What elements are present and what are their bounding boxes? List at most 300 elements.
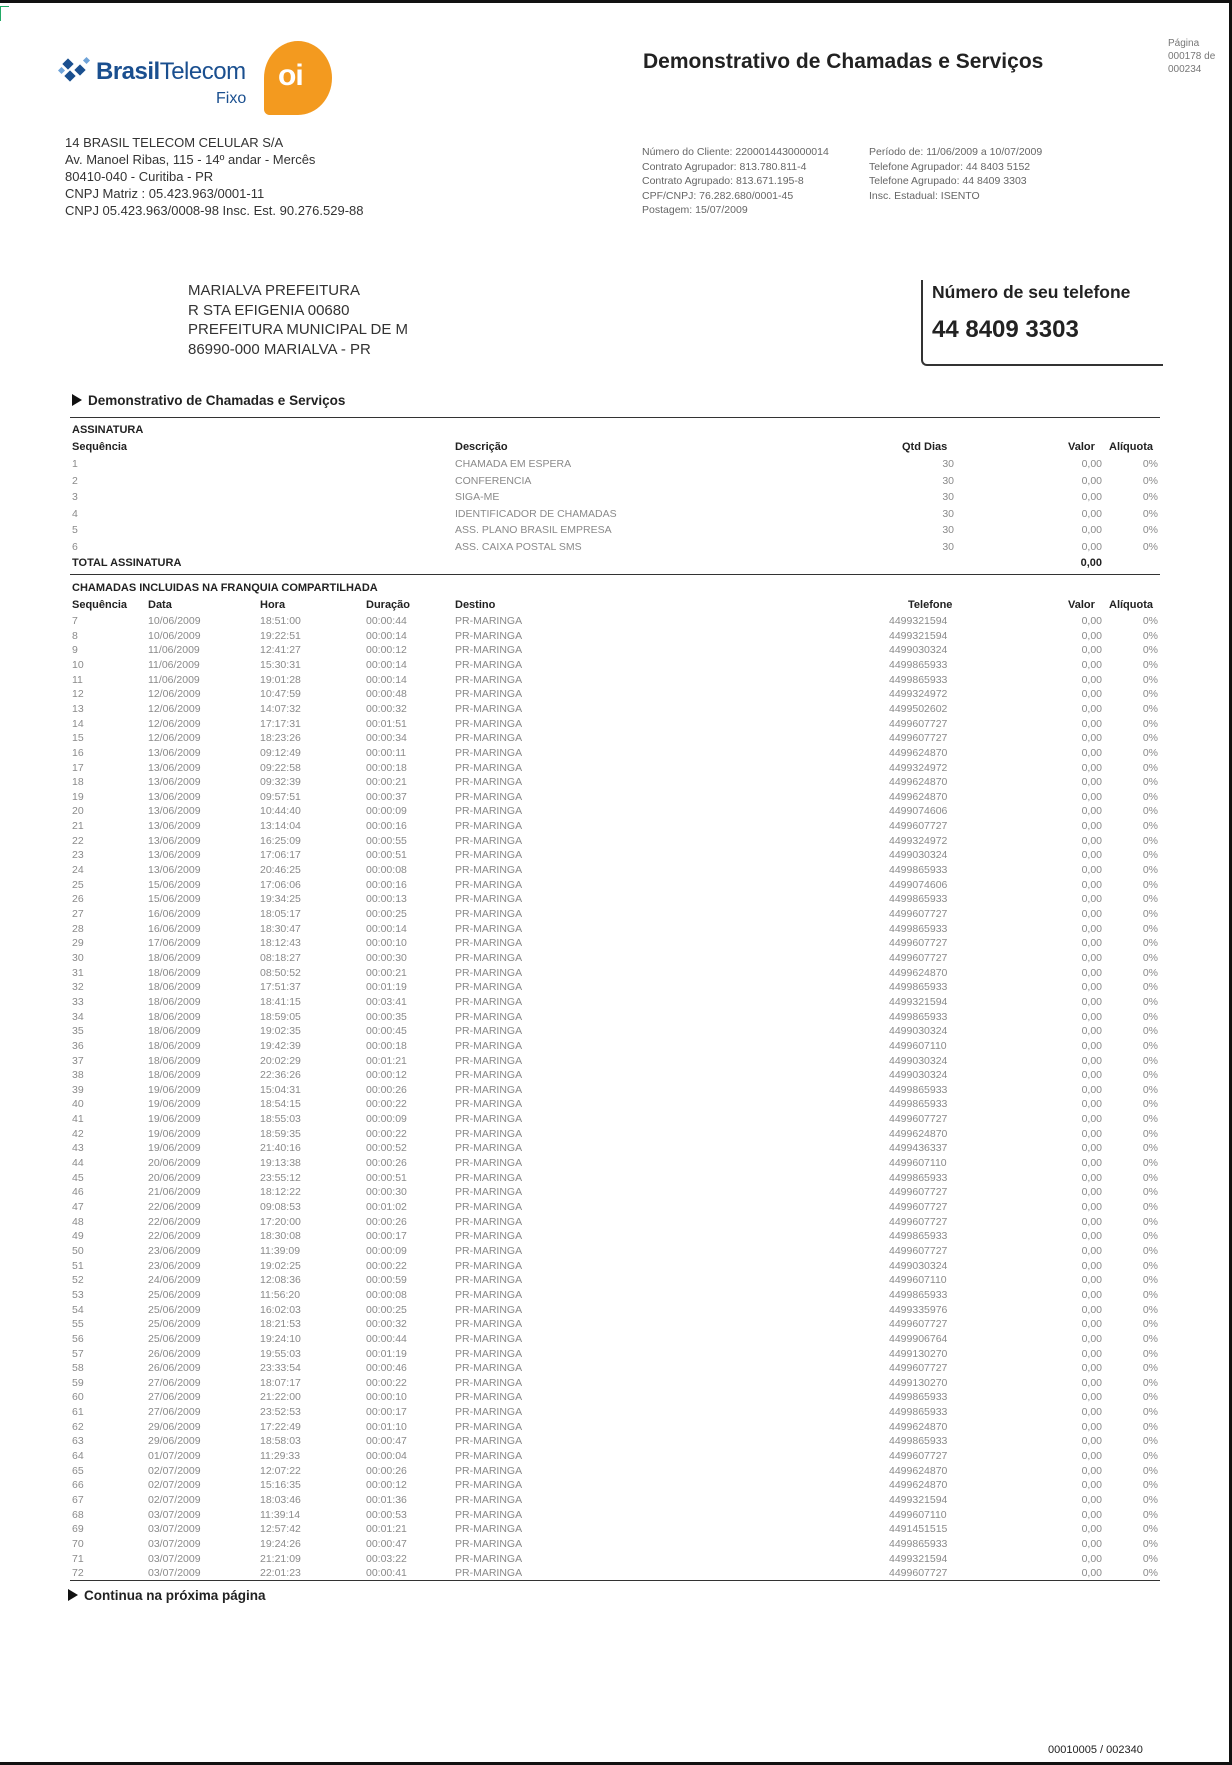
table-row xyxy=(0,761,1232,776)
cell-seq: 54 xyxy=(72,1303,84,1316)
cell-hora: 12:08:36 xyxy=(260,1274,301,1287)
cell-telefone: 4499607727 xyxy=(889,1362,948,1375)
cell-valor: 0,00 xyxy=(1081,1362,1102,1375)
cell-destino: PR-MARINGA xyxy=(455,1450,523,1463)
table-row xyxy=(0,658,1232,673)
cell-telefone: 4499607727 xyxy=(889,1318,948,1331)
cell-aliquota: 0% xyxy=(1142,922,1158,935)
cell-valor: 0,00 xyxy=(1081,491,1102,504)
cell-destino: PR-MARINGA xyxy=(455,966,523,979)
table-row xyxy=(0,1039,1232,1054)
cell-destino: PR-MARINGA xyxy=(455,688,523,701)
cell-duracao: 00:00:22 xyxy=(366,1098,407,1111)
cell-destino: PR-MARINGA xyxy=(455,644,523,657)
cell-duracao: 00:00:12 xyxy=(366,644,407,657)
cell-aliquota: 0% xyxy=(1142,1479,1158,1492)
cell-telefone: 4491451515 xyxy=(889,1523,948,1536)
cell-destino: PR-MARINGA xyxy=(455,1479,523,1492)
cell-data: 03/07/2009 xyxy=(148,1552,201,1565)
cell-duracao: 00:01:02 xyxy=(366,1201,407,1213)
table-row xyxy=(0,966,1232,981)
table-row xyxy=(0,522,1232,539)
cell-destino: PR-MARINGA xyxy=(455,1303,523,1316)
cell-data: 20/06/2009 xyxy=(148,1171,201,1184)
cell-aliquota: 0% xyxy=(1142,849,1158,862)
cell-aliquota: 0% xyxy=(1142,732,1158,745)
cell-seq: 12 xyxy=(72,688,84,701)
cell-hora: 12:57:42 xyxy=(260,1523,301,1536)
cell-hora: 17:22:49 xyxy=(260,1420,301,1433)
table-row xyxy=(0,673,1232,688)
cell-telefone: 4499324972 xyxy=(889,761,948,774)
cell-aliquota: 0% xyxy=(1142,673,1158,686)
cell-hora: 19:22:51 xyxy=(260,629,301,642)
cell-aliquota: 0% xyxy=(1142,629,1158,642)
page-title: Demonstrativo de Chamadas e Serviços xyxy=(643,50,1044,73)
cell-seq: 18 xyxy=(72,776,84,789)
table-row xyxy=(0,717,1232,732)
cell-valor: 0,00 xyxy=(1081,1230,1102,1243)
cell-destino: PR-MARINGA xyxy=(455,1288,523,1301)
table-row xyxy=(0,790,1232,805)
cell-valor: 0,00 xyxy=(1081,1406,1102,1419)
crop-mark xyxy=(0,6,9,21)
cell-description: CONFERENCIA xyxy=(455,474,532,487)
cell-duracao: 00:00:17 xyxy=(366,1230,407,1243)
cell-hora: 10:47:59 xyxy=(260,688,301,701)
cell-destino: PR-MARINGA xyxy=(455,805,523,818)
cell-duracao: 00:00:21 xyxy=(366,776,407,789)
cell-telefone: 4499074606 xyxy=(889,878,948,891)
cell-destino: PR-MARINGA xyxy=(455,1274,523,1287)
cell-data: 18/06/2009 xyxy=(148,951,201,964)
cell-seq: 35 xyxy=(72,1025,84,1038)
cell-hora: 18:12:22 xyxy=(260,1186,301,1199)
cell-duracao: 00:00:09 xyxy=(366,1113,407,1126)
cell-telefone: 4499321594 xyxy=(889,629,948,642)
table-row xyxy=(0,643,1232,658)
cell-aliquota: 0% xyxy=(1142,1332,1158,1345)
cell-hora: 20:46:25 xyxy=(260,864,301,877)
cell-aliquota: 0% xyxy=(1142,1347,1158,1360)
cell-data: 25/06/2009 xyxy=(148,1303,201,1316)
cell-duracao: 00:03:41 xyxy=(366,995,407,1008)
cell-data: 26/06/2009 xyxy=(148,1347,201,1360)
table-row xyxy=(0,1537,1232,1552)
cell-aliquota: 0% xyxy=(1142,1435,1158,1448)
cell-data: 19/06/2009 xyxy=(148,1127,201,1140)
cell-valor: 0,00 xyxy=(1081,1464,1102,1477)
cell-destino: PR-MARINGA xyxy=(455,1083,523,1096)
cell-destino: PR-MARINGA xyxy=(455,1215,523,1228)
cell-duracao: 00:01:36 xyxy=(366,1494,407,1506)
cell-data: 26/06/2009 xyxy=(148,1362,201,1375)
phone-box xyxy=(921,280,1163,366)
cell-hora: 09:08:53 xyxy=(260,1201,301,1213)
cell-hora: 19:13:38 xyxy=(260,1157,301,1170)
cell-aliquota: 0% xyxy=(1142,1376,1158,1389)
table-row xyxy=(0,980,1232,995)
cell-valor: 0,00 xyxy=(1081,1523,1102,1536)
cell-hora: 16:25:09 xyxy=(260,834,301,847)
phone-value: 44 8409 3303 xyxy=(932,316,1079,343)
table-row xyxy=(0,1347,1232,1362)
cell-destino: PR-MARINGA xyxy=(455,629,523,642)
cell-data: 03/07/2009 xyxy=(148,1523,201,1536)
table-row xyxy=(0,907,1232,922)
cell-seq: 44 xyxy=(72,1157,84,1170)
cell-valor: 0,00 xyxy=(1081,1450,1102,1463)
cell-telefone: 4499607727 xyxy=(889,1215,948,1228)
cell-data: 25/06/2009 xyxy=(148,1288,201,1301)
cell-duracao: 00:00:52 xyxy=(366,1142,407,1155)
cell-valor: 0,00 xyxy=(1081,732,1102,745)
cell-aliquota: 0% xyxy=(1142,658,1158,671)
cell-duracao: 00:00:25 xyxy=(366,908,407,920)
cell-duracao: 00:00:26 xyxy=(366,1157,407,1170)
cell-duracao: 00:00:35 xyxy=(366,1010,407,1023)
cell-telefone: 4499624870 xyxy=(889,1420,948,1433)
cell-data: 12/06/2009 xyxy=(148,688,201,701)
cell-hora: 11:56:20 xyxy=(260,1288,301,1301)
table-row xyxy=(0,1493,1232,1508)
cell-telefone: 4499607727 xyxy=(889,951,948,964)
cell-data: 11/06/2009 xyxy=(148,673,200,686)
company-line: Av. Manoel Ribas, 115 - 14º andar - Mercês xyxy=(65,152,316,167)
cell-hora: 11:39:09 xyxy=(260,1244,301,1257)
cell-valor: 0,00 xyxy=(1081,1244,1102,1257)
cell-aliquota: 0% xyxy=(1142,966,1158,979)
cell-telefone: 4499321594 xyxy=(889,615,948,627)
cell-telefone: 4499030324 xyxy=(889,1069,948,1082)
cell-duracao: 00:00:13 xyxy=(366,893,407,906)
table-row xyxy=(0,1303,1232,1318)
col-header-qtd: Qtd Dias xyxy=(902,441,948,453)
table-row xyxy=(0,473,1232,490)
cell-valor: 0,00 xyxy=(1081,658,1102,671)
cell-destino: PR-MARINGA xyxy=(455,922,523,935)
cell-qtd-dias: 30 xyxy=(942,541,954,553)
cell-seq: 34 xyxy=(72,1010,84,1023)
period-info-line: Insc. Estadual: ISENTO xyxy=(869,189,980,202)
cell-destino: PR-MARINGA xyxy=(455,1508,523,1521)
cell-seq: 37 xyxy=(72,1054,84,1067)
cell-telefone: 4499865933 xyxy=(889,981,948,994)
table-row xyxy=(0,1390,1232,1405)
cell-seq: 46 xyxy=(72,1186,84,1199)
cell-telefone: 4499130270 xyxy=(889,1347,948,1360)
cell-hora: 18:54:15 xyxy=(260,1098,301,1111)
cell-hora: 17:17:31 xyxy=(260,717,301,730)
cell-seq: 19 xyxy=(72,790,84,803)
cell-hora: 21:40:16 xyxy=(260,1142,301,1155)
cell-valor: 0,00 xyxy=(1081,908,1102,920)
cell-seq: 1 xyxy=(72,458,78,470)
col-header-valor: Valor xyxy=(1068,441,1095,453)
cell-destino: PR-MARINGA xyxy=(455,790,523,803)
cell-telefone: 4499865933 xyxy=(889,673,948,686)
cell-valor: 0,00 xyxy=(1081,1567,1102,1580)
cell-hora: 17:06:06 xyxy=(260,878,301,891)
cell-duracao: 00:00:09 xyxy=(366,805,407,818)
cell-valor: 0,00 xyxy=(1081,1010,1102,1023)
cell-telefone: 4499335976 xyxy=(889,1303,948,1316)
cell-telefone: 4499030324 xyxy=(889,1054,948,1067)
cell-valor: 0,00 xyxy=(1081,1083,1102,1096)
cell-seq: 62 xyxy=(72,1420,84,1433)
cell-destino: PR-MARINGA xyxy=(455,1054,523,1067)
cell-data: 02/07/2009 xyxy=(148,1479,201,1492)
cell-valor: 0,00 xyxy=(1081,776,1102,789)
table-row xyxy=(0,506,1232,523)
oi-logo: oi xyxy=(264,41,332,115)
cell-aliquota: 0% xyxy=(1142,458,1158,470)
cell-duracao: 00:00:44 xyxy=(366,1332,407,1345)
cell-aliquota: 0% xyxy=(1142,981,1158,994)
cell-destino: PR-MARINGA xyxy=(455,937,523,950)
cell-data: 13/06/2009 xyxy=(148,805,201,818)
cell-seq: 16 xyxy=(72,746,84,759)
cell-seq: 70 xyxy=(72,1537,84,1550)
table-row xyxy=(0,1332,1232,1347)
cell-hora: 08:50:52 xyxy=(260,966,301,979)
cell-seq: 41 xyxy=(72,1113,84,1126)
col-header-seq: Sequência xyxy=(72,441,128,453)
cell-data: 03/07/2009 xyxy=(148,1508,201,1521)
cell-destino: PR-MARINGA xyxy=(455,1391,523,1404)
cell-telefone: 4499865933 xyxy=(889,1230,948,1243)
cell-telefone: 4499030324 xyxy=(889,1025,948,1038)
cell-telefone: 4499865933 xyxy=(889,1391,948,1404)
cell-data: 20/06/2009 xyxy=(148,1157,201,1170)
cell-valor: 0,00 xyxy=(1081,1069,1102,1082)
cell-aliquota: 0% xyxy=(1142,1098,1158,1111)
cell-qtd-dias: 30 xyxy=(942,474,954,487)
cell-telefone: 4499906764 xyxy=(889,1332,948,1345)
cell-data: 13/06/2009 xyxy=(148,834,201,847)
cell-destino: PR-MARINGA xyxy=(455,1537,523,1550)
cell-destino: PR-MARINGA xyxy=(455,1318,523,1331)
table-row xyxy=(0,1522,1232,1537)
cell-seq: 59 xyxy=(72,1376,84,1389)
cell-data: 18/06/2009 xyxy=(148,981,201,994)
cell-aliquota: 0% xyxy=(1142,995,1158,1008)
cell-data: 22/06/2009 xyxy=(148,1201,201,1213)
cell-valor: 0,00 xyxy=(1081,761,1102,774)
client-info-line: Contrato Agrupado: 813.671.195-8 xyxy=(642,175,804,187)
cell-aliquota: 0% xyxy=(1142,1464,1158,1477)
table-row xyxy=(0,629,1232,644)
cell-seq: 36 xyxy=(72,1039,84,1052)
cell-hora: 18:30:47 xyxy=(260,922,301,935)
cell-telefone: 4499607110 xyxy=(889,1274,947,1287)
cell-hora: 19:34:25 xyxy=(260,893,301,906)
cell-seq: 65 xyxy=(72,1464,84,1477)
cell-data: 22/06/2009 xyxy=(148,1215,201,1228)
divider xyxy=(70,1580,1160,1581)
cell-data: 03/07/2009 xyxy=(148,1567,201,1580)
cell-valor: 0,00 xyxy=(1081,1113,1102,1126)
cell-data: 10/06/2009 xyxy=(148,629,201,642)
period-info-line: Período de: 11/06/2009 a 10/07/2009 xyxy=(869,146,1043,158)
cell-aliquota: 0% xyxy=(1142,820,1158,833)
cell-duracao: 00:00:26 xyxy=(366,1215,407,1228)
col-header-aliquota: Alíquota xyxy=(1109,441,1153,453)
cell-valor: 0,00 xyxy=(1081,644,1102,657)
table-row xyxy=(0,1478,1232,1493)
cell-hora: 10:44:40 xyxy=(260,805,301,818)
cell-seq: 42 xyxy=(72,1127,84,1140)
cell-duracao: 00:00:30 xyxy=(366,1186,407,1199)
cell-hora: 18:58:03 xyxy=(260,1435,301,1448)
company-line: 80410-040 - Curitiba - PR xyxy=(65,169,214,184)
col-header-data: Data xyxy=(148,599,172,611)
continue-note: Continua na próxima página xyxy=(68,1588,266,1603)
cell-aliquota: 0% xyxy=(1142,790,1158,803)
cell-hora: 18:12:43 xyxy=(260,937,301,950)
cell-duracao: 00:00:26 xyxy=(366,1083,407,1096)
cell-aliquota: 0% xyxy=(1142,474,1158,487)
cell-valor: 0,00 xyxy=(1081,849,1102,862)
cell-telefone: 4499030324 xyxy=(889,849,948,862)
cell-data: 12/06/2009 xyxy=(148,702,201,715)
cell-valor: 0,00 xyxy=(1081,1391,1102,1404)
cell-hora: 18:23:26 xyxy=(260,732,301,745)
period-info-line: Telefone Agrupador: 44 8403 5152 xyxy=(869,160,1031,173)
cell-destino: PR-MARINGA xyxy=(455,1406,523,1419)
table-row xyxy=(0,702,1232,717)
cell-data: 22/06/2009 xyxy=(148,1230,201,1243)
cell-valor: 0,00 xyxy=(1081,995,1102,1008)
cell-seq: 51 xyxy=(72,1259,84,1272)
cell-telefone: 4499607727 xyxy=(889,732,948,745)
cell-aliquota: 0% xyxy=(1142,717,1158,730)
table-row xyxy=(0,878,1232,893)
cell-duracao: 00:00:14 xyxy=(366,629,407,642)
cell-data: 16/06/2009 xyxy=(148,908,201,920)
col-header-seq: Sequência xyxy=(72,599,128,611)
cell-data: 11/06/2009 xyxy=(148,644,200,657)
table-row xyxy=(0,1141,1232,1156)
cell-aliquota: 0% xyxy=(1142,746,1158,759)
cell-destino: PR-MARINGA xyxy=(455,1420,523,1433)
cell-data: 01/07/2009 xyxy=(148,1450,201,1463)
cell-telefone: 4499865933 xyxy=(889,1288,948,1301)
cell-seq: 72 xyxy=(72,1567,84,1580)
cell-duracao: 00:00:12 xyxy=(366,1479,407,1492)
cell-valor: 0,00 xyxy=(1081,1552,1102,1565)
cell-telefone: 4499865933 xyxy=(889,864,948,877)
cell-valor: 0,00 xyxy=(1081,1347,1102,1360)
table-row xyxy=(0,1054,1232,1069)
cell-duracao: 00:00:46 xyxy=(366,1362,407,1375)
cell-seq: 60 xyxy=(72,1391,84,1404)
cell-hora: 15:16:35 xyxy=(260,1479,301,1492)
cell-hora: 12:07:22 xyxy=(260,1464,301,1477)
cell-hora: 18:30:08 xyxy=(260,1230,301,1243)
cell-aliquota: 0% xyxy=(1142,1450,1158,1463)
cell-seq: 24 xyxy=(72,864,84,877)
cell-telefone: 4499865933 xyxy=(889,893,948,906)
cell-aliquota: 0% xyxy=(1142,761,1158,774)
table-row xyxy=(0,848,1232,863)
cell-duracao: 00:00:16 xyxy=(366,878,407,891)
table-row xyxy=(0,1083,1232,1098)
cell-seq: 28 xyxy=(72,922,84,935)
cell-valor: 0,00 xyxy=(1081,1274,1102,1287)
cell-valor: 0,00 xyxy=(1081,1127,1102,1140)
cell-telefone: 4499607727 xyxy=(889,717,948,730)
client-info xyxy=(642,145,829,218)
table-row xyxy=(0,614,1232,629)
cell-aliquota: 0% xyxy=(1142,1083,1158,1096)
table-row xyxy=(0,1434,1232,1449)
cell-duracao: 00:00:04 xyxy=(366,1450,407,1463)
brand-name: BrasilTelecom xyxy=(96,58,246,85)
cell-data: 02/07/2009 xyxy=(148,1464,201,1477)
col-header-hora: Hora xyxy=(260,599,286,611)
cell-description: SIGA-ME xyxy=(455,491,500,504)
cell-valor: 0,00 xyxy=(1081,688,1102,701)
cell-data: 27/06/2009 xyxy=(148,1376,201,1389)
cell-data: 18/06/2009 xyxy=(148,1039,201,1052)
table-row xyxy=(0,1449,1232,1464)
cell-telefone: 4499607727 xyxy=(889,1244,948,1257)
table-row xyxy=(0,1552,1232,1567)
cell-hora: 21:22:00 xyxy=(260,1391,301,1404)
cell-data: 18/06/2009 xyxy=(148,1010,201,1023)
cell-telefone: 4499865933 xyxy=(889,1435,948,1448)
cell-valor: 0,00 xyxy=(1081,893,1102,906)
cell-duracao: 00:00:32 xyxy=(366,702,407,715)
cell-valor: 0,00 xyxy=(1081,541,1102,553)
cell-seq: 29 xyxy=(72,937,84,950)
company-line: CNPJ Matriz : 05.423.963/0001-11 xyxy=(65,186,265,201)
cell-telefone: 4499607110 xyxy=(889,1157,947,1170)
cell-duracao: 00:00:12 xyxy=(366,1069,407,1082)
cell-valor: 0,00 xyxy=(1081,790,1102,803)
company-info xyxy=(65,134,363,219)
cell-hora: 14:07:32 xyxy=(260,702,301,715)
cell-telefone: 4499624870 xyxy=(889,966,948,979)
cell-seq: 40 xyxy=(72,1098,84,1111)
cell-data: 24/06/2009 xyxy=(148,1274,201,1287)
phone-label: Número de seu telefone xyxy=(932,282,1131,302)
cell-telefone: 4499865933 xyxy=(889,922,948,935)
cell-duracao: 00:00:14 xyxy=(366,673,407,686)
cell-destino: PR-MARINGA xyxy=(455,1332,523,1345)
cell-data: 18/06/2009 xyxy=(148,995,201,1008)
col-header-telefone: Telefone xyxy=(908,599,953,611)
cell-aliquota: 0% xyxy=(1142,908,1158,920)
cell-telefone: 4499624870 xyxy=(889,1479,948,1492)
cell-duracao: 00:00:51 xyxy=(366,1171,407,1184)
cell-seq: 52 xyxy=(72,1274,84,1287)
cell-seq: 10 xyxy=(72,658,84,671)
cell-duracao: 00:03:22 xyxy=(366,1552,407,1565)
cell-valor: 0,00 xyxy=(1081,1537,1102,1550)
cell-hora: 18:51:00 xyxy=(260,615,301,627)
addressee xyxy=(188,281,408,359)
cell-valor: 0,00 xyxy=(1081,1508,1102,1521)
cell-duracao: 00:01:19 xyxy=(366,1347,407,1360)
cell-valor: 0,00 xyxy=(1081,1039,1102,1052)
cell-valor: 0,00 xyxy=(1081,981,1102,994)
cell-destino: PR-MARINGA xyxy=(455,1523,523,1536)
cell-destino: PR-MARINGA xyxy=(455,820,523,833)
cell-data: 03/07/2009 xyxy=(148,1537,201,1550)
cell-valor: 0,00 xyxy=(1081,702,1102,715)
